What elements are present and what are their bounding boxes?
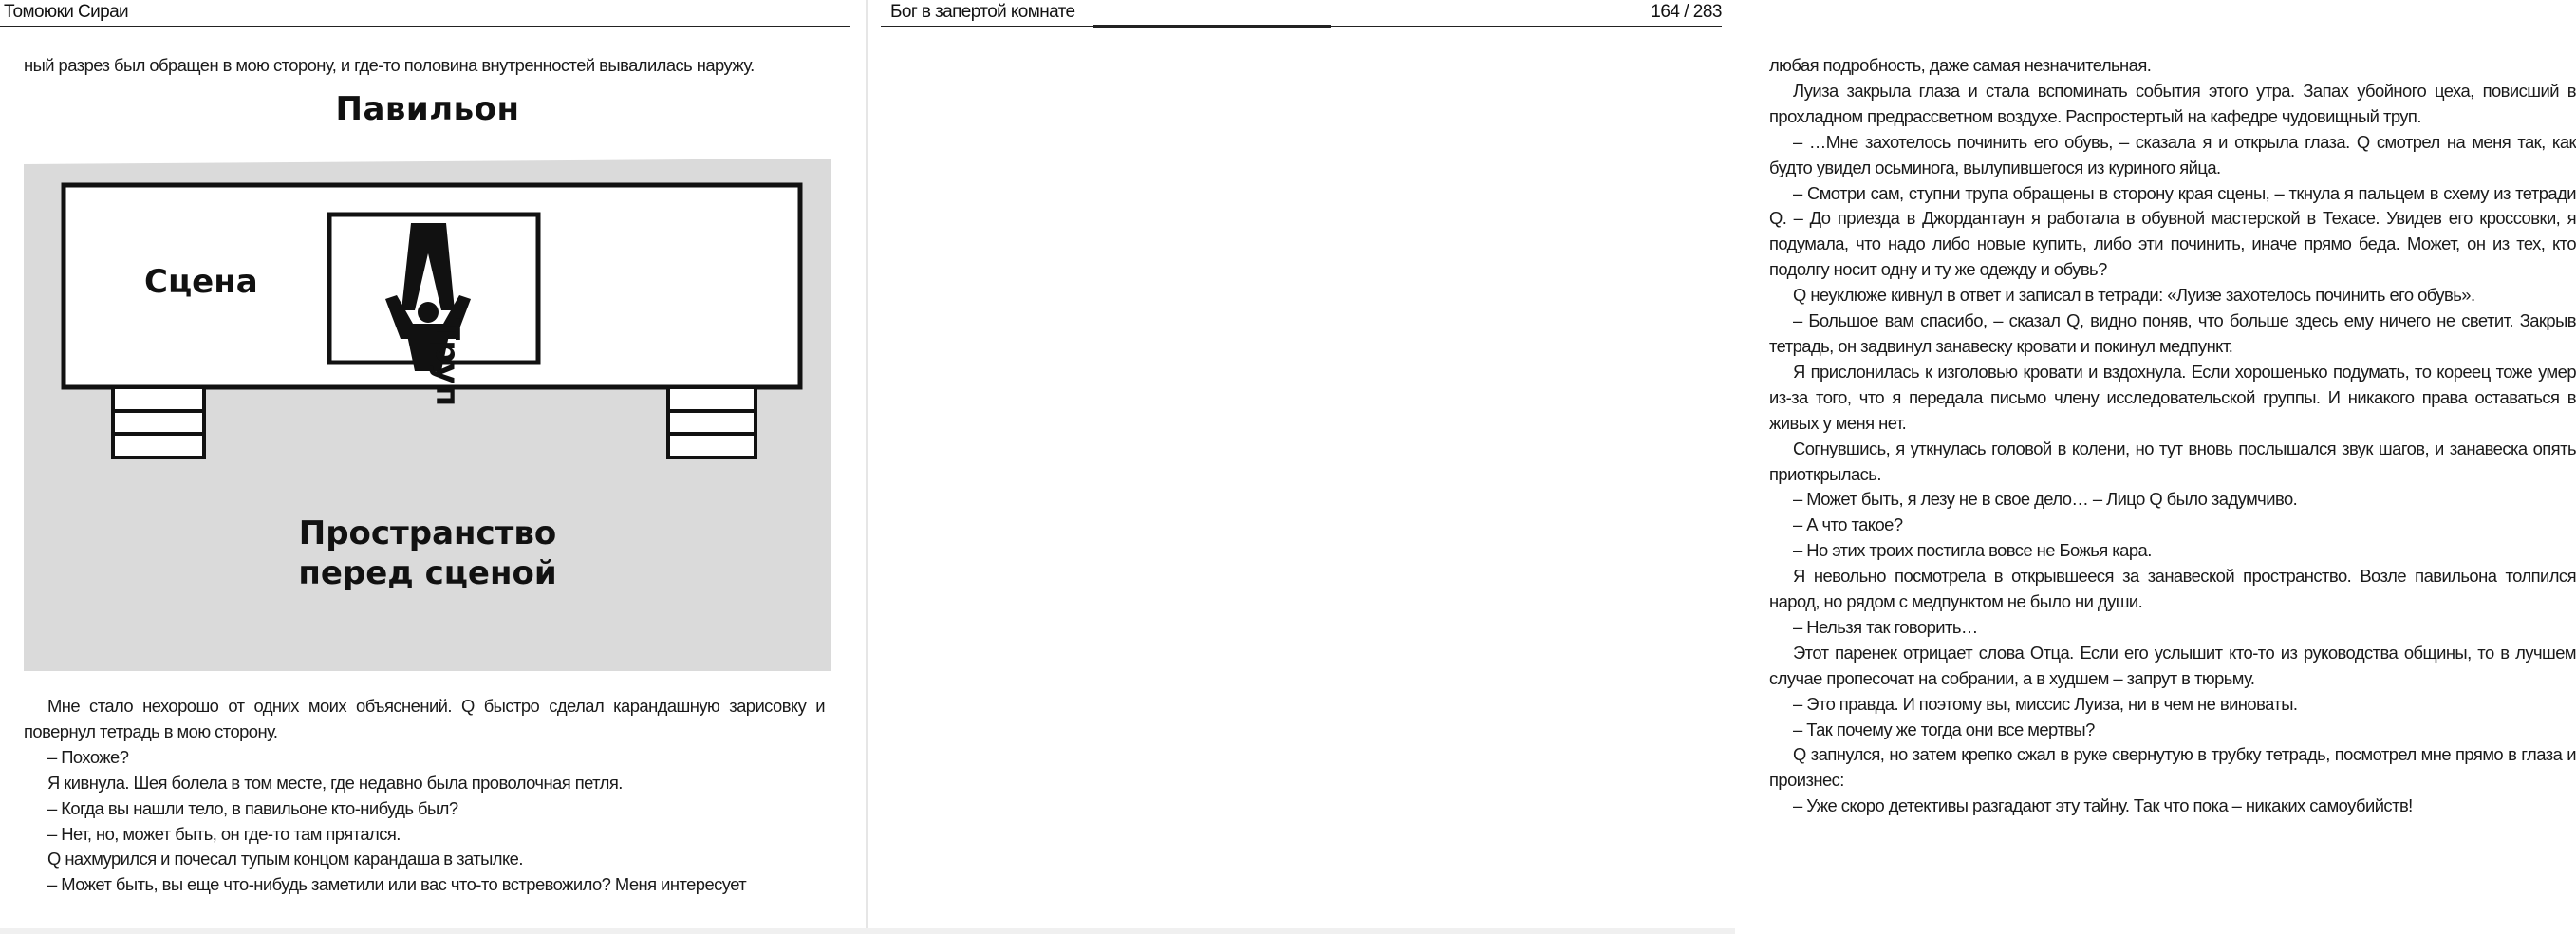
right-page [868, 0, 2576, 934]
paragraph: – Может быть, вы еще что-нибудь заметили или вас что-то встревожило? Меня интересует [47, 874, 747, 895]
left-page [0, 0, 866, 934]
paragraph: любая подробность, даже самая незначительная. [1769, 55, 2152, 75]
paragraph: – Может быть, я лезу не в свое дело… – Лицо Q было задумчиво. [1793, 489, 2298, 510]
paragraph: – Так почему же тогда они все мертвы? [1793, 719, 2095, 739]
pavilion-diagram [24, 90, 831, 671]
paragraph: – Уже скоро детективы разгадают эту тайну. Так что пока – никаких самоубийств! [1793, 795, 2413, 816]
paragraph: – Нельзя так говорить… [1793, 616, 1978, 637]
front-label-line1: Пространство [298, 514, 557, 552]
page-counter: 164 / 283 [1651, 2, 1722, 22]
paragraph: Я невольно посмотрела в открывшееся за занавеской пространство. Возле павильона толпился народ, но рядом с медпунктом не было ни души. [1769, 566, 2576, 612]
header-rule [0, 26, 850, 27]
paragraph: – …Мне захотелось починить его обувь, – сказала я и открыла глаза. Q смотрел на меня так, как будто увидел осьминога, вылупившегося из куриного яйца. [1769, 131, 2576, 177]
paragraph: – Смотри сам, ступни трупа обращены в сторону края сцены, – ткнула я пальцем в схему из тетради Q. – До приезда в Джордантаун я работала в обувной мастерской в Техасе. Увидев его кроссовки, я подумала, что надо либо новые купить, либо эти починить, иначе прямо беда. Может, он из тех, кто подолгу носит одну и ту же одежду и обувь? [1769, 182, 2576, 280]
paragraph: – А что такое? [1793, 514, 1903, 535]
paragraph: – Когда вы нашли тело, в павильоне кто-нибудь был? [47, 797, 458, 818]
paragraph: Согнувшись, я уткнулась головой в колени, но тут вновь послышался звук шагов, и занавеска опять приоткрылась. [1769, 438, 2576, 484]
left-text-bottom [24, 694, 825, 898]
paragraph: – Но этих троих постигла вовсе не Божья кара. [1793, 540, 2152, 561]
paragraph: Q неуклюже кивнул в ответ и записал в тетради: «Луизе захотелось починить его обувь». [1793, 285, 2475, 306]
paragraph: ный разрез был обращен в мою сторону, и где-то половина внутренностей вывалилась наружу. [24, 55, 755, 75]
header-book-title: Бог в запертой комнате [890, 2, 1075, 22]
paragraph: – Это правда. И поэтому вы, миссис Луиза, ни в чем не виноваты. [1793, 693, 2298, 714]
right-stairs [668, 387, 756, 458]
paragraph: Луиза закрыла глаза и стала вспоминать события этого утра. Запах убойного цеха, повисший в прохладном предрассветном воздухе. Распростертый на кафедре чудовищный труп. [1769, 80, 2576, 126]
paragraph: Я прислонилась к изголовью кровати и вздохнула. Если хорошенько подумать, то кореец тоже умер из-за того, что я передала письмо члену исследовательской группы. И никакого права оставаться в живых у меня нет. [1769, 361, 2576, 433]
diagram-title: Павильон [335, 90, 520, 128]
header-rule-accent [1093, 25, 1331, 28]
left-text-top [24, 53, 825, 79]
bottom-strip [0, 928, 1735, 934]
paragraph: Q нахмурился и почесал тупым концом карандаша в затылке. [47, 849, 523, 869]
stage-label: Сцена [144, 263, 258, 301]
front-label-line2: перед сценой [298, 554, 557, 592]
paragraph: Q запнулся, но затем крепко сжал в руке свернутую в трубку тетрадь, посмотрел мне прямо в глаза и произнес: [1769, 744, 2576, 791]
header-author: Томоюки Сираи [4, 2, 129, 22]
right-text [1769, 53, 2576, 819]
paragraph: Я кивнула. Шея болела в том месте, где недавно была проволочная петля. [47, 772, 623, 793]
paragraph: – Нет, но, может быть, он где-то там прятался. [47, 823, 401, 844]
body-label: Труп [428, 318, 466, 407]
paragraph: Этот паренек отрицает слова Отца. Если его услышит кто-то из руководства общины, то в лучшем случае пропесочат на собрании, а в худшем – запрут в тюрьму. [1769, 642, 2576, 688]
paragraph: – Большое вам спасибо, – сказал Q, видно поняв, что больше здесь ему ничего не светит. Закрыв тетрадь, он задвинул занавеску кровати и покинул медпункт. [1769, 310, 2576, 356]
left-stairs [113, 387, 204, 458]
front-space-label [24, 514, 831, 593]
paragraph: Мне стало нехорошо от одних моих объяснений. Q быстро сделал карандашную зарисовку и повернул тетрадь в мою сторону. [24, 696, 825, 741]
paragraph: – Похоже? [47, 746, 129, 767]
